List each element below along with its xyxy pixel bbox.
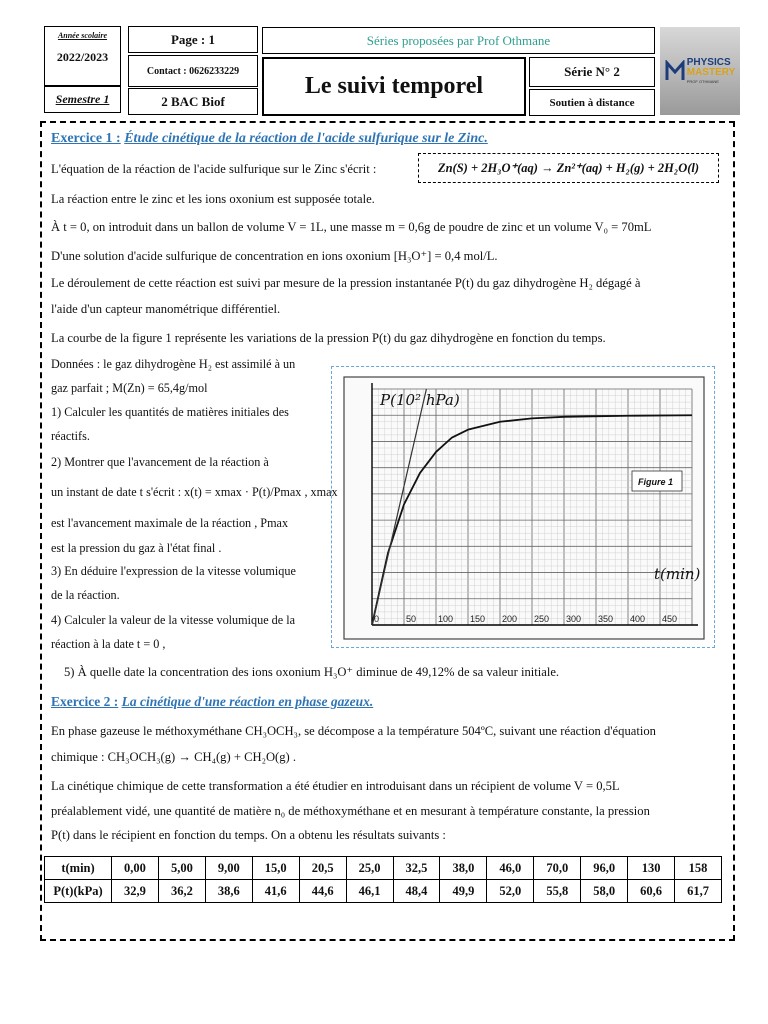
logo <box>660 27 740 115</box>
table-cell: 32,5 <box>393 857 440 880</box>
table-cell: 38,6 <box>205 880 252 903</box>
header-classe-box <box>128 88 258 115</box>
table-cell: 60,6 <box>628 880 675 903</box>
ex1-equation-box <box>418 153 719 183</box>
q2-line1: 2) Montrer que l'avancement de la réaction à <box>51 455 269 469</box>
table-cell: 58,0 <box>581 880 628 903</box>
header-soutien-box <box>529 89 655 116</box>
header-serie-box <box>529 57 655 87</box>
semestre: Semestre 1 <box>55 92 110 106</box>
ex1-heading <box>51 131 738 147</box>
x-tick-label: 250 <box>534 614 550 624</box>
table-cell: 46,1 <box>346 880 393 903</box>
table-cell: 38,0 <box>440 857 487 880</box>
q5-line: 5) À quelle date la concentration des ions oxonium H₃O⁺ diminue de 49,12% de sa valeur initiale. <box>64 665 560 679</box>
x-tick-label: 0 <box>374 614 380 624</box>
x-tick-label: 450 <box>662 614 678 624</box>
ex1-line2: La réaction entre le zinc et les ions oxonium est supposée totale. <box>51 192 375 206</box>
table-cell: 9,00 <box>205 857 252 880</box>
ex1-line7: La courbe de la figure 1 représente les variations de la pression P(t) du gaz dihydrogène en fonction du temps. <box>51 331 606 345</box>
classe: 2 BAC Biof <box>161 93 225 109</box>
annee-label: Année scolaire <box>57 31 108 40</box>
ex2-line3: La cinétique chimique de cette transformation a été étudier en introduisant dans un récipient de volume V = 0,5L <box>51 779 620 793</box>
table-cell: 46,0 <box>487 857 534 880</box>
logo-text-3: PROF OTHMANE <box>686 79 719 84</box>
table-cell: 32,9 <box>112 880 159 903</box>
q4-line1: 4) Calculer la valeur de la vitesse volumique de la <box>51 613 295 627</box>
table-cell: 55,8 <box>534 880 581 903</box>
table-header-t: t(min) <box>45 857 112 880</box>
ex1-line6: l'aide d'un capteur manométrique différentiel. <box>51 302 281 316</box>
ex1-label: Exercice 1 : <box>51 131 121 146</box>
q2-line4: est la pression du gaz à l'état final . <box>51 541 222 555</box>
x-tick-label: 200 <box>502 614 518 624</box>
ex2-heading <box>51 694 738 710</box>
ex2-label: Exercice 2 : <box>51 694 119 709</box>
page-number: Page : 1 <box>170 31 216 47</box>
header-semestre-box <box>44 86 121 113</box>
table-cell: 130 <box>628 857 675 880</box>
table-cell: 48,4 <box>393 880 440 903</box>
table-cell: 70,0 <box>534 857 581 880</box>
figure-1-chart <box>332 367 716 649</box>
table-header-p: P(t)(kPa) <box>45 880 112 903</box>
q3-line2: de la réaction. <box>51 588 120 602</box>
x-tick-label: 100 <box>438 614 454 624</box>
q1-line1: 1) Calculer les quantités de matières initiales des <box>51 405 289 419</box>
q1-line2: réactifs. <box>51 429 90 443</box>
ex1-line5: Le déroulement de cette réaction est suivi par mesure de la pression instantanée P(t) du gaz dihydrogène H₂ dégagé à <box>51 276 641 290</box>
ex2-data-table <box>44 856 722 903</box>
ex1-line4: D'une solution d'acide sulfurique de concentration en ions oxonium [H₃O⁺] = 0,4 mol/L. <box>51 249 498 263</box>
x-axis-label: t(min) <box>654 565 701 583</box>
q2-line2: un instant de date t s'écrit : x(t) = xmax · P(t)/Pmax , xmax <box>51 485 338 499</box>
table-cell: 96,0 <box>581 857 628 880</box>
x-tick-label: 50 <box>406 614 417 624</box>
table-cell: 15,0 <box>252 857 299 880</box>
ex2-line1: En phase gazeuse le méthoxyméthane CH₃OCH₃, se décompose a la température 504ºC, suivant une réaction d'équation <box>51 724 656 738</box>
table-cell: 36,2 <box>158 880 205 903</box>
figure-title: Figure 1 <box>638 477 674 487</box>
table-cell: 41,6 <box>252 880 299 903</box>
page-title: Le suivi temporel <box>304 73 484 99</box>
table-cell: 0,00 <box>112 857 159 880</box>
header-series-box <box>262 27 655 54</box>
donnees-1: Données : le gaz dihydrogène H₂ est assimilé à un <box>51 357 296 371</box>
contact: Contact : 0626233229 <box>146 65 240 77</box>
header-page-box <box>128 26 258 53</box>
figure-1-frame <box>331 366 715 648</box>
q4-line2: réaction à la date t = 0 , <box>51 637 166 651</box>
x-tick-label: 350 <box>598 614 614 624</box>
x-tick-label: 400 <box>630 614 646 624</box>
header-title-box <box>262 57 526 116</box>
ex1-equation: Zn(S) + 2H₃O⁺(aq) → Zn²⁺(aq) + H₂(g) + 2H₂O(l) <box>437 161 700 175</box>
table-row-pressure <box>45 880 722 903</box>
series-by: Séries proposées par Prof Othmane <box>366 32 551 48</box>
ex2-line2: chimique : CH₃OCH₃(g) → CH₄(g) + CH₂O(g) . <box>51 750 297 764</box>
table-cell: 20,5 <box>299 857 346 880</box>
donnees-2: gaz parfait ; M(Zn) = 65,4g/mol <box>51 381 208 395</box>
ex2-line4: préalablement vidé, une quantité de matière n₀ de méthoxyméthane et en mesurant à température constante, la pression <box>51 804 650 818</box>
ex1-eq-intro: L'équation de la réaction de l'acide sulfurique sur le Zinc s'écrit : <box>51 162 377 176</box>
table-cell: 44,6 <box>299 880 346 903</box>
q3-line1: 3) En déduire l'expression de la vitesse volumique <box>51 564 296 578</box>
table-cell: 5,00 <box>158 857 205 880</box>
logo-text-2: MASTERY <box>686 67 736 78</box>
q2-line3: est l'avancement maximale de la réaction , Pmax <box>51 516 289 530</box>
ex1-title: Étude cinétique de la réaction de l'acide sulfurique sur le Zinc. <box>124 131 488 146</box>
ex2-title: La cinétique d'une réaction en phase gazeux. <box>121 694 374 709</box>
ex2-line5: P(t) dans le récipient en fonction du temps. On a obtenu les résultats suivants : <box>51 828 446 842</box>
soutien: Soutien à distance <box>549 96 635 109</box>
table-cell: 158 <box>675 857 722 880</box>
logo-m-icon <box>665 60 685 82</box>
table-cell: 61,7 <box>675 880 722 903</box>
x-tick-label: 150 <box>470 614 486 624</box>
serie-number: Série N° 2 <box>564 64 620 79</box>
table-cell: 52,0 <box>487 880 534 903</box>
logo-text-1: PHYSICS <box>686 57 731 68</box>
y-axis-label: P(10² hPa) <box>380 391 460 409</box>
table-cell: 49,9 <box>440 880 487 903</box>
x-tick-label: 300 <box>566 614 582 624</box>
table-cell: 25,0 <box>346 857 393 880</box>
annee-value: 2022/2023 <box>56 50 109 64</box>
ex1-line3: À t = 0, on introduit dans un ballon de volume V = 1L, une masse m = 0,6g de poudre de zinc et un volume V₀ = 70mL <box>51 220 652 234</box>
header-contact-box <box>128 55 258 87</box>
table-row-time <box>45 857 722 880</box>
header-annee-box <box>44 26 121 86</box>
